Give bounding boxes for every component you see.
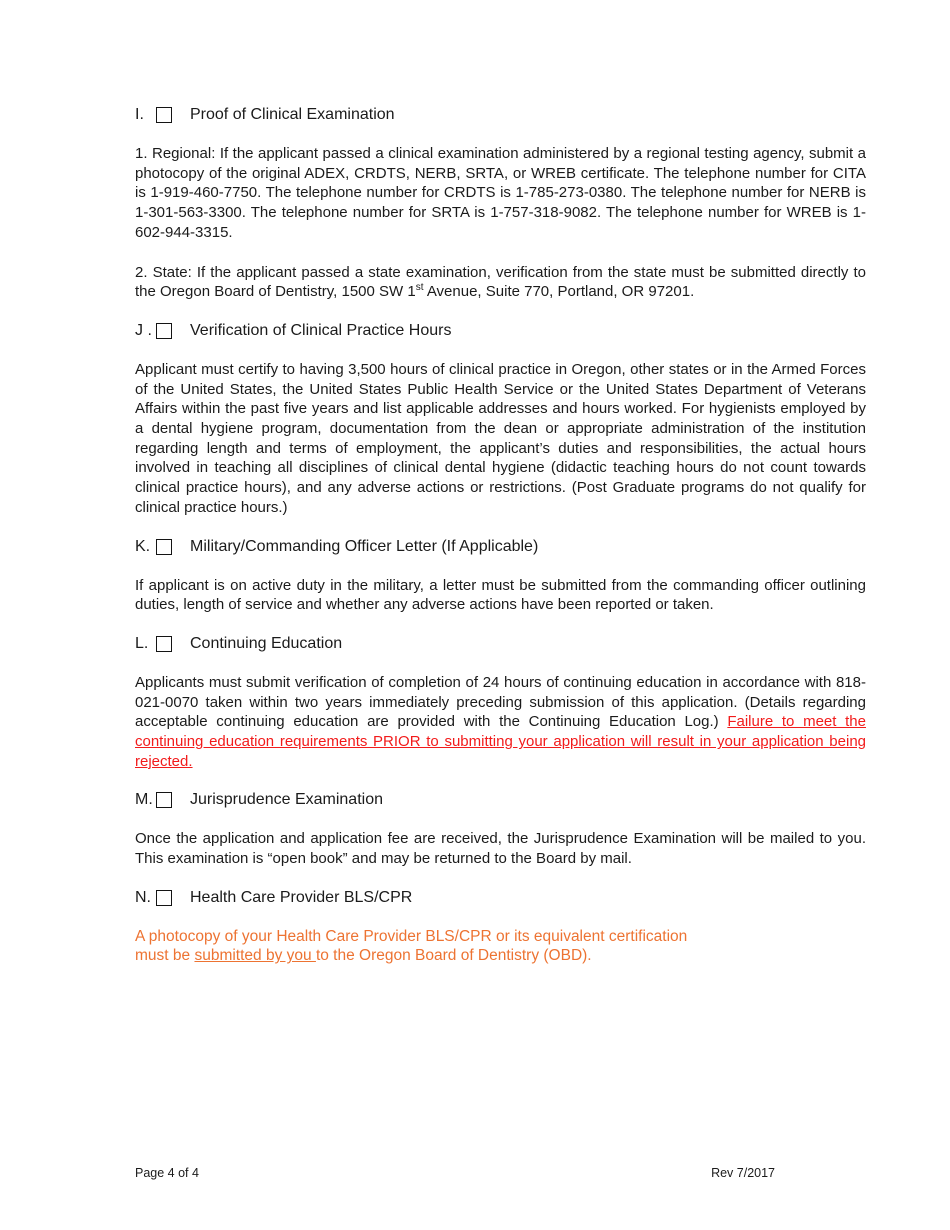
checkbox-proof-of-clinical-examination[interactable] [156,107,172,123]
section-letter-m: M. [135,791,153,809]
footer-page-number: Page 4 of 4 [135,1166,199,1180]
section-heading-n [135,889,866,907]
section-letter-k: K. [135,537,151,555]
paragraph-continuing-education-text: Applicants must submit verification of completion of 24 hours of continuing education in accordance with 818-021-0070 taken within two years immediately preceding submission of this application. (Details regarding acceptable continuing education are provided with the Continuing Education Log.) [135,673,866,731]
checkbox-verification-clinical-practice-hours[interactable] [156,323,172,339]
continuing-education-warning-text: Failure to meet the continuing education requirements PRIOR to submitting your application will result in your application being rejected. [135,713,866,770]
paragraph-jurisprudence-examination [135,829,866,868]
section-letter-l: L. [135,634,149,652]
section-letter-n: N. [135,888,151,906]
paragraph-state-exam-pre: 2. State: If the applicant passed a state examination, verification from the state must be submitted directly to the Oregon Board of Dentistry, 1500 SW 1 [135,263,866,301]
checkbox-continuing-education[interactable] [156,636,172,652]
checkbox-jurisprudence-examination[interactable] [156,792,172,808]
section-letter-i: I. [135,106,144,123]
section-heading-i [135,106,866,124]
paragraph-military-letter-text: If applicant is on active duty in the military, a letter must be submitted from the commanding officer outlining duties, length of service and whether any adverse actions have been reported or taken. [135,576,866,614]
bls-cpr-notice [135,927,866,966]
ordinal-superscript: st [415,282,424,294]
section-letter-j: J . [135,321,152,339]
section-title-k: Military/Commanding Officer Letter (If Applicable) [190,537,539,555]
page-footer [135,1166,775,1180]
section-heading-j [135,322,866,340]
footer-revision: Rev 7/2017 [711,1166,775,1180]
section-heading-k [135,538,866,556]
paragraph-state-exam [135,263,866,302]
checkbox-bls-cpr[interactable] [156,890,172,906]
checkbox-military-letter[interactable] [156,539,172,555]
bls-cpr-notice-line1: A photocopy of your Health Care Provider BLS/CPR or its equivalent certification [135,927,688,945]
paragraph-state-exam-post: Avenue, Suite 770, Portland, OR 97201. [423,283,695,301]
section-title-m: Jurisprudence Examination [190,791,383,809]
paragraph-continuing-education [135,673,866,772]
document-content [135,106,866,966]
section-title-j: Verification of Clinical Practice Hours [190,321,452,339]
paragraph-clinical-practice-hours-text: Applicant must certify to having 3,500 hours of clinical practice in Oregon, other states or in the Armed Forces of the United States, the United States Public Health Service or the United States Department of Veterans Affairs within the past five years and list applicable addresses and hours worked. For hygienists employed by a dental hygiene program, documentation from the dean or appropriate administration of the institution regarding length and terms of employment, the applicant’s duties and responsibilities, the actual hours involved in teaching all disciplines of clinical dental hygiene (didactic teaching hours do not count towards clinical practice hours), and any adverse actions or restrictions. (Post Graduate programs do not qualify for clinical practice hours.) [135,360,866,516]
section-heading-m [135,791,866,809]
paragraph-regional-exam-text: 1. Regional: If the applicant passed a clinical examination administered by a regional testing agency, submit a photocopy of the original ADEX, CRDTS, NERB, SRTA, or WREB certificate. The telephone number for CITA is 1-919-460-7750. The telephone number for CRDTS is 1-785-273-0380. The telephone number for NERB is 1-301-563-3300. The telephone number for SRTA is 1-757-318-9082. The telephone number for WREB is 1-602-944-3315. [135,145,866,241]
paragraph-clinical-practice-hours [135,360,866,518]
section-heading-l [135,635,866,653]
paragraph-jurisprudence-examination-text: Once the application and application fee are received, the Jurisprudence Examination will be mailed to you. This examination is “open book” and may be returned to the Board by mail. [135,830,866,868]
section-title-i: Proof of Clinical Examination [190,106,395,123]
section-title-n: Health Care Provider BLS/CPR [190,888,413,906]
paragraph-military-letter [135,576,866,615]
bls-cpr-notice-line2-pre: must be [135,947,195,965]
bls-cpr-notice-line2-post: to the Oregon Board of Dentistry (OBD). [315,947,592,965]
bls-cpr-notice-underlined: submitted by you [194,947,316,965]
section-title-l: Continuing Education [190,634,343,652]
paragraph-regional-exam [135,144,866,243]
